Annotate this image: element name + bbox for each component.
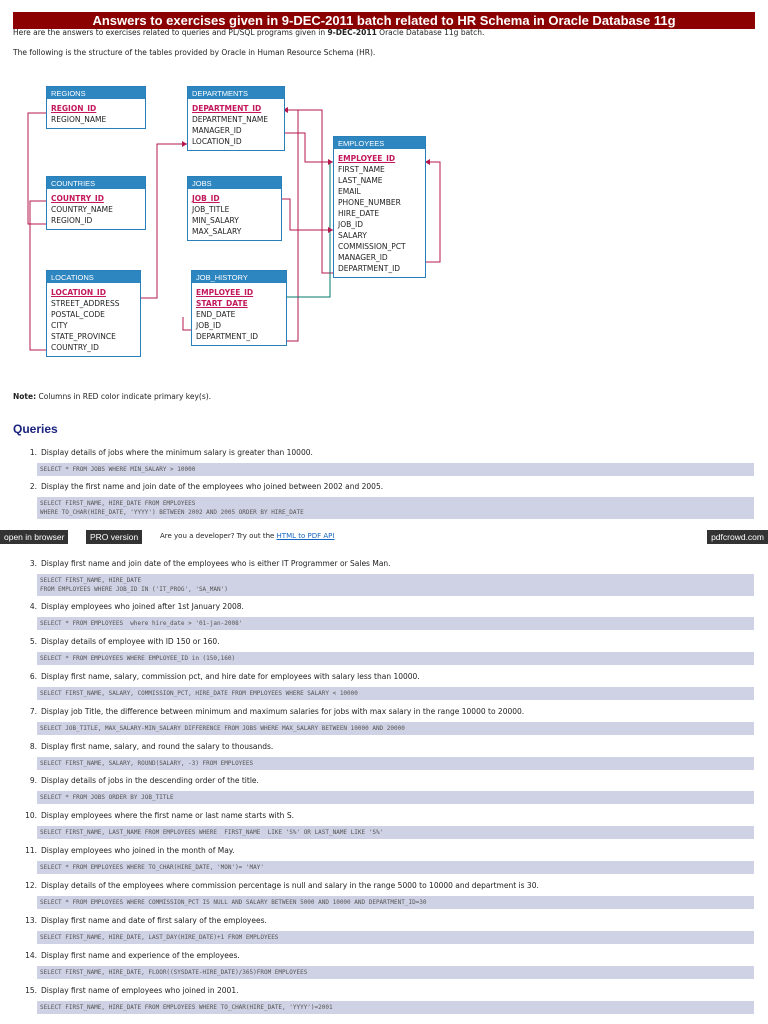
sql-code: SELECT FIRST_NAME, LAST_NAME FROM EMPLOYEES WHERE FIRST_NAME LIKE 'S%' OR LAST_NAME LIKE 'S%' <box>37 826 754 839</box>
developer-promo: Are you a developer? Try out the HTML to PDF API <box>160 532 335 540</box>
query-item: 5. Display details of employee with ID 150 or 160. SELECT * FROM EMPLOYEES WHERE EMPLOYEE_ID in (150,160) <box>23 637 758 665</box>
table-countries <box>46 176 146 230</box>
intro-line-2: The following is the structure of the tables provided by Oracle in Human Resource Schema (HR). <box>13 48 376 57</box>
column-employee-id: EMPLOYEE_ID <box>196 288 254 297</box>
table-header: DEPARTMENTS <box>188 87 284 99</box>
column-region-id: REGION_ID <box>51 104 97 113</box>
sql-code: SELECT * FROM JOBS ORDER BY JOB_TITLE <box>37 791 754 804</box>
query-item: 10. Display employees where the first name or last name starts with S. SELECT FIRST_NAME, LAST_NAME FROM EMPLOYEES WHERE FIRST_NAME LIKE 'S%' OR LAST_NAME LIKE 'S%' <box>23 811 758 839</box>
sql-code: SELECT * FROM EMPLOYEES WHERE TO_CHAR(HIRE_DATE, 'MON')= 'MAY' <box>37 861 754 874</box>
column-location-id: LOCATION_ID <box>51 288 106 297</box>
query-item: 6. Display first name, salary, commission pct, and hire date for employees with salary less than 10000. SELECT FIRST_NAME, SALARY, COMMISSION_PCT, HIRE_DATE FROM EMPLOYEES WHERE SALARY < 10000 <box>23 672 758 700</box>
column-salary: SALARY <box>338 231 367 240</box>
pdfcrowd-brand-button[interactable]: pdfcrowd.com <box>707 530 768 544</box>
column-country-id: COUNTRY_ID <box>51 343 99 352</box>
column-job-title: JOB_TITLE <box>192 205 230 214</box>
column-manager-id: MANAGER_ID <box>338 253 388 262</box>
query-item: 8. Display first name, salary, and round the salary to thousands. SELECT FIRST_NAME, SALARY, ROUND(SALARY, -3) FROM EMPLOYEES <box>23 742 758 770</box>
intro-line-1: Here are the answers to exercises related to queries and PL/SQL programs given in 9-DEC-2011 Oracle Database 11g batch. <box>13 28 485 37</box>
query-item: 4. Display employees who joined after 1st January 2008. SELECT * FROM EMPLOYEES where hire_date > '01-jan-2008' <box>23 602 758 630</box>
column-street-address: STREET_ADDRESS <box>51 299 120 308</box>
column-commission-pct: COMMISSION_PCT <box>338 242 406 251</box>
column-employee-id: EMPLOYEE_ID <box>338 154 396 163</box>
column-last-name: LAST_NAME <box>338 176 383 185</box>
column-department-name: DEPARTMENT_NAME <box>192 115 269 124</box>
pdfcrowd-bar <box>0 530 768 544</box>
sql-code: SELECT * FROM EMPLOYEES WHERE EMPLOYEE_ID in (150,160) <box>37 652 754 665</box>
sql-code: SELECT FIRST_NAME, HIRE_DATE FROM EMPLOYEES WHERE TO_CHAR(HIRE_DATE, 'YYYY')=2001 <box>37 1001 754 1014</box>
html-to-pdf-api-link[interactable]: HTML to PDF API <box>276 532 335 540</box>
column-department-id: DEPARTMENT_ID <box>196 332 259 341</box>
query-item: 7. Display job Title, the difference between minimum and maximum salaries for jobs with max salary in the range 10000 to 20000. SELECT JOB_TITLE, MAX_SALARY-MIN_SALARY DIFFERENCE FROM JOBS WHERE MAX_SALARY BETWEEN 10000 AND 20000 <box>23 707 758 735</box>
page-title: Answers to exercises given in 9-DEC-2011 batch related to HR Schema in Oracle Database 11g <box>13 12 755 29</box>
column-job-id: JOB_ID <box>338 220 363 229</box>
sql-code: SELECT FIRST_NAME, SALARY, COMMISSION_PCT, HIRE_DATE FROM EMPLOYEES WHERE SALARY < 10000 <box>37 687 754 700</box>
column-phone-number: PHONE_NUMBER <box>338 198 401 207</box>
column-location-id: LOCATION_ID <box>192 137 242 146</box>
table-header: JOBS <box>188 177 281 189</box>
sql-code: SELECT * FROM EMPLOYEES where hire_date > '01-jan-2008' <box>37 617 754 630</box>
query-item: 9. Display details of jobs in the descending order of the title. SELECT * FROM JOBS ORDER BY JOB_TITLE <box>23 776 758 804</box>
queries-heading: Queries <box>13 422 58 436</box>
query-item: 1. Display details of jobs where the minimum salary is greater than 10000. SELECT * FROM JOBS WHERE MIN_SALARY > 10000 <box>23 448 758 476</box>
sql-code: SELECT FIRST_NAME, HIRE_DATE FROM EMPLOYEES WHERE JOB_ID IN ('IT_PROG', 'SA_MAN') <box>37 574 754 596</box>
table-header: EMPLOYEES <box>334 137 425 149</box>
open-in-browser-button[interactable]: open in browser <box>0 530 68 544</box>
column-postal-code: POSTAL_CODE <box>51 310 105 319</box>
column-city: CITY <box>51 321 68 330</box>
column-first-name: FIRST_NAME <box>338 165 385 174</box>
sql-code: SELECT * FROM EMPLOYEES WHERE COMMISSION_PCT IS NULL AND SALARY BETWEEN 5000 AND 10000 AND DEPARTMENT_ID=30 <box>37 896 754 909</box>
column-min-salary: MIN_SALARY <box>192 216 239 225</box>
query-item: 11. Display employees who joined in the month of May. SELECT * FROM EMPLOYEES WHERE TO_CHAR(HIRE_DATE, 'MON')= 'MAY' <box>23 846 758 874</box>
column-country-id: COUNTRY_ID <box>51 194 104 203</box>
column-end-date: END_DATE <box>196 310 236 319</box>
column-state-province: STATE_PROVINCE <box>51 332 116 341</box>
sql-code: SELECT JOB_TITLE, MAX_SALARY-MIN_SALARY DIFFERENCE FROM JOBS WHERE MAX_SALARY BETWEEN 10000 AND 20000 <box>37 722 754 735</box>
sql-code: SELECT * FROM JOBS WHERE MIN_SALARY > 10000 <box>37 463 754 476</box>
column-email: EMAIL <box>338 187 361 196</box>
query-item: 13. Display first name and date of first salary of the employees. SELECT FIRST_NAME, HIRE_DATE, LAST_DAY(HIRE_DATE)+1 FROM EMPLOYEES <box>23 916 758 944</box>
table-job-history <box>191 270 287 346</box>
query-item: 3. Display first name and join date of the employees who is either IT Programmer or Sales Man. SELECT FIRST_NAME, HIRE_DATE FROM EMPLOYEES WHERE JOB_ID IN ('IT_PROG', 'SA_MAN') <box>23 559 758 596</box>
sql-code: SELECT FIRST_NAME, HIRE_DATE, LAST_DAY(HIRE_DATE)+1 FROM EMPLOYEES <box>37 931 754 944</box>
table-header: JOB_HISTORY <box>192 271 286 283</box>
query-item: 2. Display the first name and join date of the employees who joined between 2002 and 2005. SELECT FIRST_NAME, HIRE_DATE FROM EMPLOYEES WHERE TO_CHAR(HIRE_DATE, 'YYYY') BETWEEN 2002 AND 2005 ORDER BY HIRE_DATE <box>23 482 758 519</box>
column-department-id: DEPARTMENT_ID <box>192 104 262 113</box>
table-employees <box>333 136 426 278</box>
column-country-name: COUNTRY_NAME <box>51 205 113 214</box>
table-header: REGIONS <box>47 87 145 99</box>
column-hire-date: HIRE_DATE <box>338 209 380 218</box>
column-job-id: JOB_ID <box>196 321 221 330</box>
table-header: LOCATIONS <box>47 271 140 283</box>
table-locations <box>46 270 141 357</box>
pro-version-button[interactable]: PRO version <box>86 530 142 544</box>
column-job-id: JOB_ID <box>192 194 220 203</box>
sql-code: SELECT FIRST_NAME, HIRE_DATE FROM EMPLOYEES WHERE TO_CHAR(HIRE_DATE, 'YYYY') BETWEEN 2002 AND 2005 ORDER BY HIRE_DATE <box>37 497 754 519</box>
table-departments <box>187 86 285 151</box>
query-item: 15. Display first name of employees who joined in 2001. SELECT FIRST_NAME, HIRE_DATE FROM EMPLOYEES WHERE TO_CHAR(HIRE_DATE, 'YYYY')=2001 <box>23 986 758 1014</box>
column-start-date: START_DATE <box>196 299 248 308</box>
column-max-salary: MAX_SALARY <box>192 227 242 236</box>
table-header: COUNTRIES <box>47 177 145 189</box>
query-item: 14. Display first name and experience of the employees. SELECT FIRST_NAME, HIRE_DATE, FLOOR((SYSDATE-HIRE_DATE)/365)FROM EMPLOYEES <box>23 951 758 979</box>
sql-code: SELECT FIRST_NAME, HIRE_DATE, FLOOR((SYSDATE-HIRE_DATE)/365)FROM EMPLOYEES <box>37 966 754 979</box>
query-item: 12. Display details of the employees where commission percentage is null and salary in the range 5000 to 10000 and department is 30. SELECT * FROM EMPLOYEES WHERE COMMISSION_PCT IS NULL AND SALARY BETWEEN 5000 AND 10000 AND DEPARTMENT_ID=30 <box>23 881 758 909</box>
table-jobs <box>187 176 282 241</box>
column-manager-id: MANAGER_ID <box>192 126 242 135</box>
column-region-id: REGION_ID <box>51 216 93 225</box>
primary-key-note: Note: Columns in RED color indicate primary key(s). <box>13 392 212 401</box>
column-region-name: REGION_NAME <box>51 115 107 124</box>
table-regions <box>46 86 146 129</box>
sql-code: SELECT FIRST_NAME, SALARY, ROUND(SALARY, -3) FROM EMPLOYEES <box>37 757 754 770</box>
column-department-id: DEPARTMENT_ID <box>338 264 401 273</box>
